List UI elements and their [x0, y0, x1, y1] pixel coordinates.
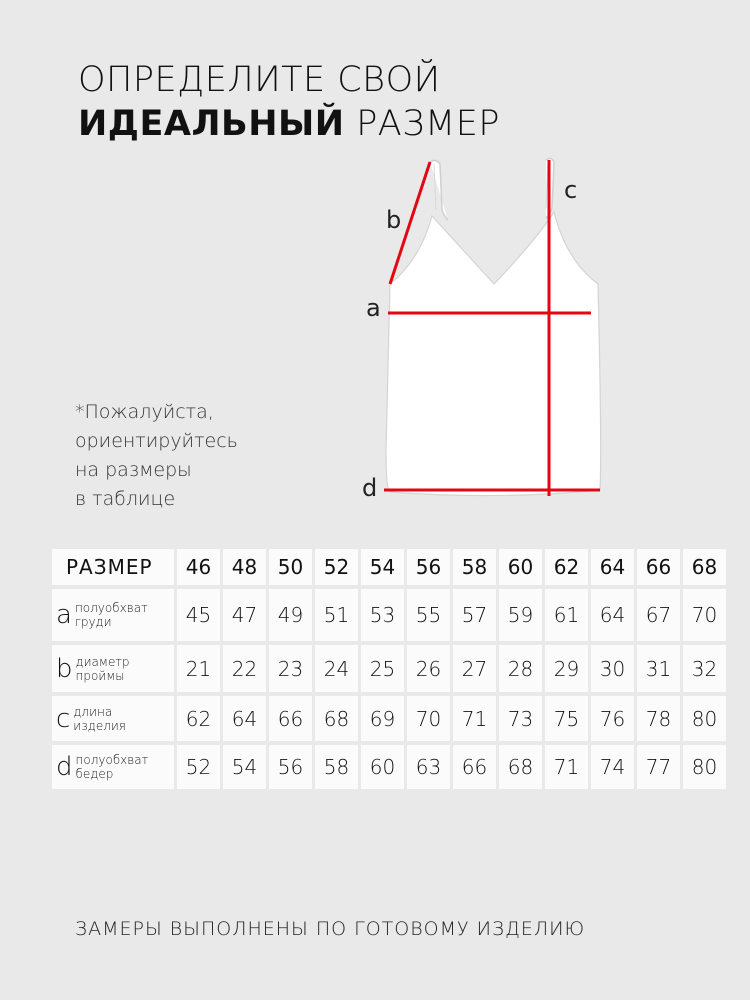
table-cell: 66 [269, 696, 312, 741]
table-cell: 53 [361, 589, 404, 641]
size-header: 58 [453, 549, 496, 585]
row-desc-2: груди [74, 615, 112, 629]
table-cell: 29 [545, 645, 588, 692]
table-cell: 78 [637, 696, 680, 741]
row-label [52, 601, 174, 629]
row-desc [76, 655, 130, 683]
table-cell: 80 [683, 745, 726, 789]
note-line: *Пожалуйста, [75, 401, 214, 423]
table-cell: 74 [591, 745, 634, 789]
row-letter: a [56, 600, 72, 630]
row-label-cell [52, 745, 174, 789]
size-header: 60 [499, 549, 542, 585]
table-cell: 25 [361, 645, 404, 692]
table-cell: 59 [499, 589, 542, 641]
row-label-cell [52, 696, 174, 741]
garment-diagram [350, 150, 610, 510]
table-cell: 61 [545, 589, 588, 641]
footer-note: ЗАМЕРЫ ВЫПОЛНЕНЫ ПО ГОТОВОМУ ИЗДЕЛИЮ [75, 918, 586, 940]
size-header: 48 [223, 549, 266, 585]
table-cell: 57 [453, 589, 496, 641]
row-desc-1: диаметр [75, 654, 130, 669]
table-cell: 22 [223, 645, 266, 692]
row-desc-2: изделия [73, 718, 126, 733]
row-desc [73, 705, 126, 733]
row-desc [76, 753, 149, 781]
header-label-cell [52, 549, 174, 585]
row-desc-1: длина [73, 704, 113, 719]
table-cell: 51 [315, 589, 358, 641]
title-bold: ИДЕАЛЬНЫЙ [78, 104, 345, 144]
table-cell: 62 [177, 696, 220, 741]
page-title [78, 58, 500, 146]
row-label [52, 655, 174, 683]
table-cell: 21 [177, 645, 220, 692]
label-d: d [362, 474, 378, 502]
table-cell: 75 [545, 696, 588, 741]
table-cell: 54 [223, 745, 266, 789]
size-header: 50 [269, 549, 312, 585]
table-cell: 68 [315, 696, 358, 741]
header-label: РАЗМЕР [66, 555, 153, 579]
label-a: a [366, 294, 381, 322]
title-line-2 [78, 102, 500, 146]
table-cell: 77 [637, 745, 680, 789]
row-label [52, 705, 174, 733]
table-cell: 64 [223, 696, 266, 741]
table-cell: 69 [361, 696, 404, 741]
table-cell: 28 [499, 645, 542, 692]
size-header: 66 [637, 549, 680, 585]
table-cell: 73 [499, 696, 542, 741]
title-rest: РАЗМЕР [344, 104, 500, 144]
table-cell: 70 [407, 696, 450, 741]
table-cell: 66 [453, 745, 496, 789]
table-row [52, 645, 726, 692]
size-table [49, 545, 729, 793]
table-cell: 60 [361, 745, 404, 789]
table-cell: 45 [177, 589, 220, 641]
table-cell: 27 [453, 645, 496, 692]
row-label [52, 753, 174, 781]
table-cell: 31 [637, 645, 680, 692]
note-line: на размеры [75, 459, 192, 481]
label-b: b [386, 206, 402, 234]
table-cell: 80 [683, 696, 726, 741]
table-cell: 32 [683, 645, 726, 692]
size-header: 56 [407, 549, 450, 585]
row-desc [75, 601, 148, 629]
row-label-cell [52, 645, 174, 692]
table-cell: 70 [683, 589, 726, 641]
table-row [52, 589, 726, 641]
row-letter: d [56, 752, 73, 782]
size-header: 68 [683, 549, 726, 585]
table-cell: 52 [177, 745, 220, 789]
row-desc-1: полуобхват [75, 753, 149, 767]
table-cell: 71 [453, 696, 496, 741]
table-cell: 23 [269, 645, 312, 692]
row-letter: b [56, 653, 73, 684]
row-desc-2: бедер [75, 767, 114, 781]
table-cell: 26 [407, 645, 450, 692]
table-cell: 68 [499, 745, 542, 789]
table-cell: 49 [269, 589, 312, 641]
note-line: в таблице [75, 488, 176, 510]
table-cell: 55 [407, 589, 450, 641]
row-letter: c [56, 703, 71, 734]
table-cell: 63 [407, 745, 450, 789]
camisole-illustration [350, 150, 610, 510]
size-header: 52 [315, 549, 358, 585]
size-header: 54 [361, 549, 404, 585]
label-c: c [564, 176, 578, 204]
table-cell: 64 [591, 589, 634, 641]
row-label-cell [52, 589, 174, 641]
row-desc-2: проймы [75, 668, 125, 683]
note-line: ориентируйтесь [75, 430, 238, 452]
table-row [52, 696, 726, 741]
size-header: 64 [591, 549, 634, 585]
table-cell: 58 [315, 745, 358, 789]
table-cell: 76 [591, 696, 634, 741]
table-cell: 47 [223, 589, 266, 641]
table-header-row [52, 549, 726, 585]
table-cell: 71 [545, 745, 588, 789]
table-cell: 67 [637, 589, 680, 641]
table-row [52, 745, 726, 789]
title-line-1: ОПРЕДЕЛИТЕ СВОЙ [78, 60, 441, 100]
size-note [75, 398, 238, 514]
row-desc-1: полуобхват [74, 601, 148, 615]
size-header: 62 [545, 549, 588, 585]
table-cell: 56 [269, 745, 312, 789]
table-cell: 24 [315, 645, 358, 692]
table-cell: 30 [591, 645, 634, 692]
size-header: 46 [177, 549, 220, 585]
